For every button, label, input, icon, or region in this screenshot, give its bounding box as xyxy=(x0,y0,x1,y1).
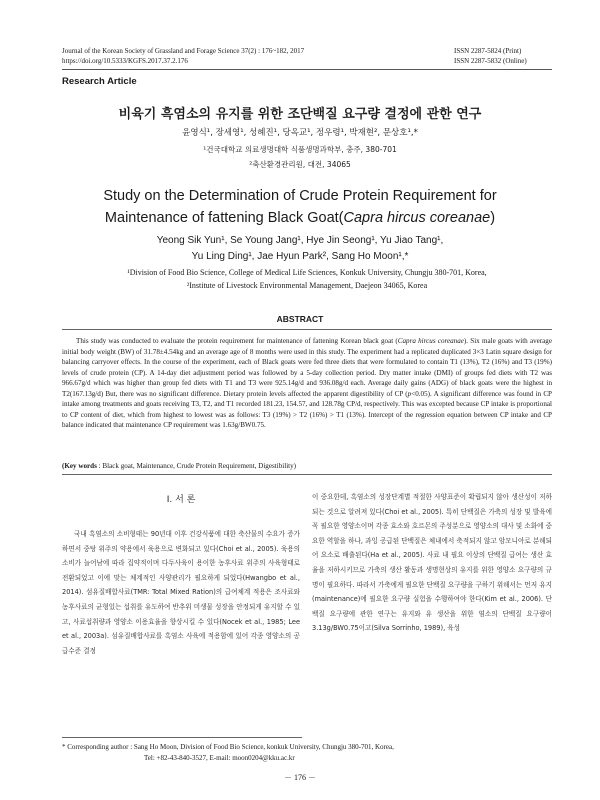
abstract-species: Capra hircus coreanae xyxy=(397,337,464,345)
page-number: － 176 － xyxy=(284,773,316,782)
korean-title: 비육기 흑염소의 유지를 위한 조단백질 요구량 결정에 관한 연구 xyxy=(118,107,482,122)
footnote-line-1: * Corresponding author : Sang Ho Moon, Division of Food Bio Science, konkuk University, Chungju 380-701, Korea, xyxy=(62,743,394,751)
issn-print: ISSN 2287-5824 (Print) xyxy=(454,47,522,55)
abstract-text-1: This study was conducted to evaluate the protein requirement for maintenance of fattening Korean black goat ( xyxy=(76,337,398,345)
abstract-text-3: <0.05). A significant difference was found in CP intake among treatments and goats receiving T3, T2, and T1 recorded 181.23, 154.57, and 128.78g CP/d, respectively. This was excepted because CP intake is proportional to CP content of diet, which from highest to lowest was as follows: T3 (19%) > T2 (16%) > T1 (13%). Intercept of the regression equation between CP intake and CP balance indicated that maintenance CP requirement was 1.63g/BW0.75. xyxy=(62,389,552,429)
header-divider xyxy=(62,69,552,70)
abstract-bottom-rule xyxy=(62,474,552,475)
corresponding-author-footnote xyxy=(62,742,552,763)
english-title-suffix: ) xyxy=(490,210,496,226)
issn-block xyxy=(454,46,527,66)
english-affiliation-1: ¹Division of Food Bio Science, College of Medical Life Sciences, Konkuk University, Chungju 380-701, Korea, xyxy=(127,268,487,277)
english-affiliations xyxy=(62,266,552,292)
english-authors xyxy=(0,233,600,265)
english-authors-line-1: Yeong Sik Yun¹, Se Young Jang¹, Hye Jin Seong¹, Yu Jiao Tang¹, xyxy=(156,235,444,246)
english-title xyxy=(0,185,600,229)
article-type: Research Article xyxy=(62,76,137,87)
english-title-line-1: Study on the Determination of Crude Protein Requirement for xyxy=(103,188,497,204)
english-authors-line-2: Yu Ling Ding¹, Jae Hyun Park², Sang Ho Moon¹,* xyxy=(191,251,409,262)
english-title-species: Capra hircus coreanae xyxy=(343,210,491,226)
english-title-line-2 xyxy=(0,207,600,229)
footnote-line-2: Tel: +82-43-840-3527, E-mail: moon0204@kku.ac.kr xyxy=(144,753,295,762)
english-affiliation-2: ²Institute of Livestock Environmental Management, Daejeon 34065, Korea xyxy=(186,281,428,290)
issn-online: ISSN 2287-5832 (Online) xyxy=(454,57,527,65)
abstract-body xyxy=(62,336,552,431)
korean-affiliation-1: ¹건국대학교 의료생명대학 식품생명과학부, 충주, 380-701 xyxy=(203,145,397,154)
abstract-heading: ABSTRACT xyxy=(276,314,324,324)
introduction-right-column: 이 중요한데, 흑염소의 성장단계별 적절한 사양표준이 확립되지 않아 생산성이 저하되는 것으로 알려져 있다(Choi et al., 2005). 특히 단백질은 가축의 성장 및 발육에 꼭 필요한 영양소이며 각종 효소와 호르몬의 주성분으로 영양소의 대사 및 소화에 중요한 역할을 하나, 과잉 공급된 단백질은 체내에서 축적되지 않고 암모니아로 분해되어 요소로 배출된다(Ha et al., 2005). 사료 내 필요 이상의 단백질 급여는 생산 효율을 저하시키므로 가축의 생산 활동과 생명현상의 유지를 위한 영양소 요구량의 규명이 필요하다. 따라서 가축에게 필요한 단백질 요구량을 구하기 위해서는 먼저 유지(maintenance)에 필요한 요구량 실험을 수행하여야 한다(Kim et al., 2006). 단백질 요구량에 관한 연구는 유지와 유 생산을 위한 염소의 단백질 요구량이 3.13g/BW0.75이고(Silva Sorrinho, 1989), 육성 xyxy=(312,493,552,633)
abstract-p-value: p xyxy=(407,389,412,398)
english-title-prefix: Maintenance of fattening Black Goat( xyxy=(104,210,344,226)
korean-affiliation-2: ²축산환경관리원, 대전, 34065 xyxy=(249,160,351,169)
keywords-list: : Black goat, Maintenance, Crude Protein Requirement, Digestibility) xyxy=(96,462,297,470)
introduction-heading: Ⅰ. 서 론 xyxy=(166,495,196,505)
doi-link[interactable]: https://doi.org/10.5333/KGFS.2017.37.2.176 xyxy=(62,57,188,65)
korean-authors: 윤영식¹, 장세영¹, 성혜진¹, 당옥교¹, 정우령¹, 박재현², 문상호¹,* xyxy=(182,128,418,138)
introduction-left-column: 국내 흑염소의 소비형태는 90년대 이후 건강식품에 대한 축산물의 수요가 증가하면서 중탕 위주의 약용에서 육용으로 변화되고 있다(Choi et al., 2005). 육용의 소비가 늘어남에 따라 집약적이며 다두사육이 용이한 농후사료 위주의 사육형태로 전환되었고 이에 맞는 체계적인 사양관리가 필요하게 되었다(Hwangbo et al., 2014). 섬유질배합사료(TMR: Total Mixed Ration)의 급여체계 적용은 조사료와 농후사료의 균형있는 섭취를 유도하여 반추위 미생물 성장을 안정되게 유지할 수 있고, 사료섭취량과 영양소 이용효율을 향상시킬 수 있다(Nocek et al., 1985; Lee et al., 2003a). 섬유질배합사료를 흑염소 사육에 적용함에 있어 각종 영양소의 공급수준 결정 xyxy=(62,530,300,655)
keywords-label: (Key words xyxy=(62,462,97,470)
journal-header xyxy=(62,46,304,66)
abstract-text-2: ). Six male goats with average initial body weight (BW) of 31.78±4.54kg and an average age of 8 months were used in this study. The experiment had a replicated duplicated 3×3 Latin square design for balancing carryover effects. In the course of the experiment, each of Black goats were fed three diets that were formulated to contain T1 (13%), T2 (16%) and T3 (19%) levels of crude protein (CP). A 14-day diet adjustment period was followed by a 5-day collection period. Dry matter intake (DMI) of groups fed diets with T2 was 966.67g/d which was higher than group fed diets with T1 and T3 were 925.14g/d and 936.08g/d each. Average daily gains (ADG) of black goats were the highest in T2(167.13g/d) But, there was no significant difference. Dietary protein levels affected the apparent digestibility of CP ( xyxy=(62,337,552,398)
journal-citation: Journal of the Korean Society of Grassland and Forage Science 37(2) : 176~182, 2017 xyxy=(62,47,305,55)
footnote-divider xyxy=(62,737,302,738)
abstract-keywords xyxy=(62,461,552,472)
abstract-top-rule xyxy=(62,329,552,330)
